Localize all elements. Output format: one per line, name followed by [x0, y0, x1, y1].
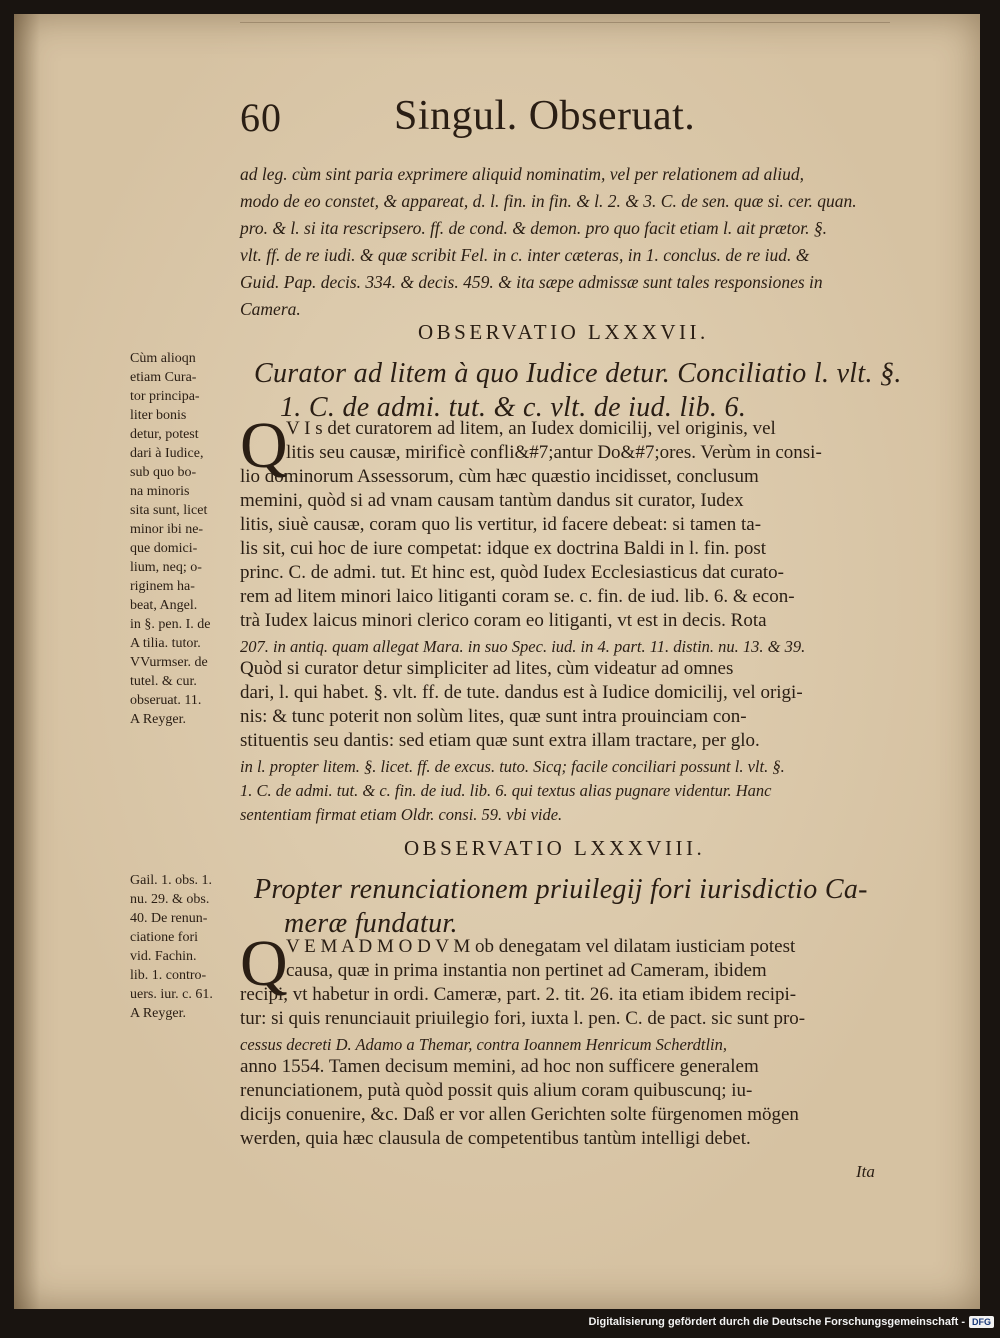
margin-line: A Reyger. — [130, 1006, 186, 1021]
margin-line: lium, neq; o- — [130, 560, 202, 575]
text-line: 1. C. de admi. tut. & c. fin. de iud. lib. 6. qui textus alias pugnare videntur. Hanc — [240, 781, 772, 800]
margin-line: uers. iur. c. 61. — [130, 987, 213, 1002]
text-line: lis sit, cui hoc de iure competat: idque ex doctrina Baldi in l. fin. post — [240, 538, 767, 559]
margin-line: na minoris — [130, 484, 190, 499]
text-line: causa, quæ in prima instantia non pertinet ad Cameram, ibidem — [286, 960, 767, 981]
text-line: dicijs conuenire, &c. Daß er vor allen Gerichten solte fürgenomen mögen — [240, 1104, 799, 1125]
margin-line: nu. 29. & obs. — [130, 892, 210, 907]
digitization-credit — [588, 1316, 994, 1328]
catchword: Ita — [856, 1162, 875, 1181]
page-top-edge — [240, 22, 890, 23]
text-line: tur: si quis renunciauit priuilegio fori, iuxta l. pen. C. de pact. sic sunt pro- — [240, 1008, 806, 1029]
text-line: trà Iudex laicus minori clerico coram eo litiganti, vt est in decis. Rota — [240, 610, 767, 631]
text-line: 207. in antiq. quam allegat Mara. in suo Spec. iud. in 4. part. 11. distin. nu. 13. & 39. — [240, 637, 806, 656]
margin-line: detur, potest — [130, 427, 199, 442]
margin-line: tutel. & cur. — [130, 674, 197, 689]
text-line: anno 1554. Tamen decisum memini, ad hoc non sufficere generalem — [240, 1056, 759, 1077]
observation-title: 1. C. de admi. tut. & c. vlt. de iud. lib. 6. — [280, 392, 747, 423]
margin-line: que domici- — [130, 541, 198, 556]
margin-line: A tilia. tutor. — [130, 636, 201, 651]
text-line: Camera. — [240, 299, 301, 319]
book-page — [14, 14, 980, 1309]
margin-line: in §. pen. I. de — [130, 617, 211, 632]
running-head: Singul. Obseruat. — [394, 93, 696, 139]
text-line: sententiam firmat etiam Oldr. consi. 59. vbi vide. — [240, 805, 563, 824]
margin-line: liter bonis — [130, 408, 187, 423]
observation-title: meræ fundatur. — [284, 908, 458, 939]
text-line: rem ad litem minori laico litiganti coram se. c. fin. de iud. lib. 6. & econ- — [240, 586, 795, 607]
text-line: pro. & l. si ita rescripsero. ff. de cond. & demon. pro quo facit etiam l. ait prætor. §. — [240, 218, 828, 238]
dfg-logo: DFG — [969, 1316, 994, 1328]
text-line: litis, siuè causæ, coram quo lis vertitur, id facere debeat: si tamen ta- — [240, 514, 762, 535]
margin-line: minor ibi ne- — [130, 522, 204, 537]
margin-line: sita sunt, licet — [130, 503, 208, 518]
drop-initial: Q — [240, 927, 288, 1000]
text-line: Quòd si curator detur simpliciter ad lites, cùm videatur ad omnes — [240, 658, 734, 679]
text-line: renunciationem, putà quòd possit quis alium coram quibuscunq; iu- — [240, 1080, 753, 1101]
text-line: ad leg. cùm sint paria exprimere aliquid nominatim, vel per relationem ad aliud, — [240, 164, 804, 184]
text-line: litis seu causæ, mirificè confli&#7;antur Do&#7;ores. Verùm in consi- — [286, 442, 822, 463]
observation-title: Propter renunciationem priuilegij fori iurisdictio Ca- — [254, 874, 868, 905]
text-line: nis: & tunc poterit non solùm lites, quæ sunt intra prouinciam con- — [240, 706, 747, 727]
text-line: V E M A D M O D V M ob denegatam vel dilatam iusticiam potest — [286, 936, 796, 957]
observation-heading: OBSERVATIO LXXXVII. — [418, 320, 709, 344]
margin-line: sub quo bo- — [130, 465, 197, 480]
text-line: dari, l. qui habet. §. vlt. ff. de tute. dandus est à Iudice domicilij, vel origi- — [240, 682, 803, 703]
margin-line: vid. Fachin. — [130, 949, 197, 964]
text-line: recipi, vt habetur in ordi. Cameræ, part. 2. tit. 26. ita etiam ibidem recipi- — [240, 984, 797, 1005]
margin-line: Cùm alioqn — [130, 351, 196, 366]
text-line: princ. C. de admi. tut. Et hinc est, quòd Iudex Ecclesiasticus dat curato- — [240, 562, 784, 583]
text-line: memini, quòd si ad vnam causam tantùm dandus sit curator, Iudex — [240, 490, 744, 511]
credit-text: Digitalisierung gefördert durch die Deutsche Forschungsgemeinschaft - — [588, 1316, 965, 1328]
text-line: vlt. ff. de re iudi. & quæ scribit Fel. in c. inter cæteras, in 1. conclus. de re iud. & — [240, 245, 810, 265]
page-number: 60 — [240, 95, 282, 140]
text-line: cessus decreti D. Adamo a Themar, contra Ioannem Henricum Scherdtlin, — [240, 1035, 727, 1054]
margin-line: obseruat. 11. — [130, 693, 202, 708]
gutter-shadow — [14, 14, 40, 1309]
margin-line: Gail. 1. obs. 1. — [130, 873, 213, 888]
margin-line: beat, Angel. — [130, 598, 198, 613]
margin-line: riginem ha- — [130, 579, 195, 594]
text-line: modo de eo constet, & appareat, d. l. fin. in fin. & l. 2. & 3. C. de sen. quæ si. cer. quan. — [240, 191, 857, 211]
margin-line: etiam Cura- — [130, 370, 197, 385]
text-line: V I s det curatorem ad litem, an Iudex domicilij, vel originis, vel — [286, 418, 776, 439]
margin-line: lib. 1. contro- — [130, 968, 207, 983]
observation-heading: OBSERVATIO LXXXVIII. — [404, 836, 706, 860]
margin-line: 40. De renun- — [130, 911, 208, 926]
margin-line: ciatione fori — [130, 930, 199, 945]
text-line: in l. propter litem. §. licet. ff. de excus. tuto. Sicq; facile conciliari possunt l. vlt. §. — [240, 757, 785, 776]
observation-title: Curator ad litem à quo Iudice detur. Conciliatio l. vlt. §. — [254, 358, 902, 389]
text-line: Guid. Pap. decis. 334. & decis. 459. & ita sæpe admissæ sunt tales responsiones in — [240, 272, 823, 292]
text-line: lio dominorum Assessorum, cùm hæc quæstio incidisset, conclusum — [240, 466, 759, 487]
margin-line: dari à Iudice, — [130, 446, 204, 461]
drop-initial: Q — [240, 409, 288, 482]
margin-line: tor principa- — [130, 389, 200, 404]
margin-line: VVurmser. de — [130, 655, 208, 670]
margin-line: A Reyger. — [130, 712, 186, 727]
text-line: stituentis seu dantis: sed etiam quæ sunt extra illam tractare, per glo. — [240, 730, 760, 751]
text-line: werden, quia hæc clausula de competentibus tantùm intelligi debet. — [240, 1128, 751, 1149]
